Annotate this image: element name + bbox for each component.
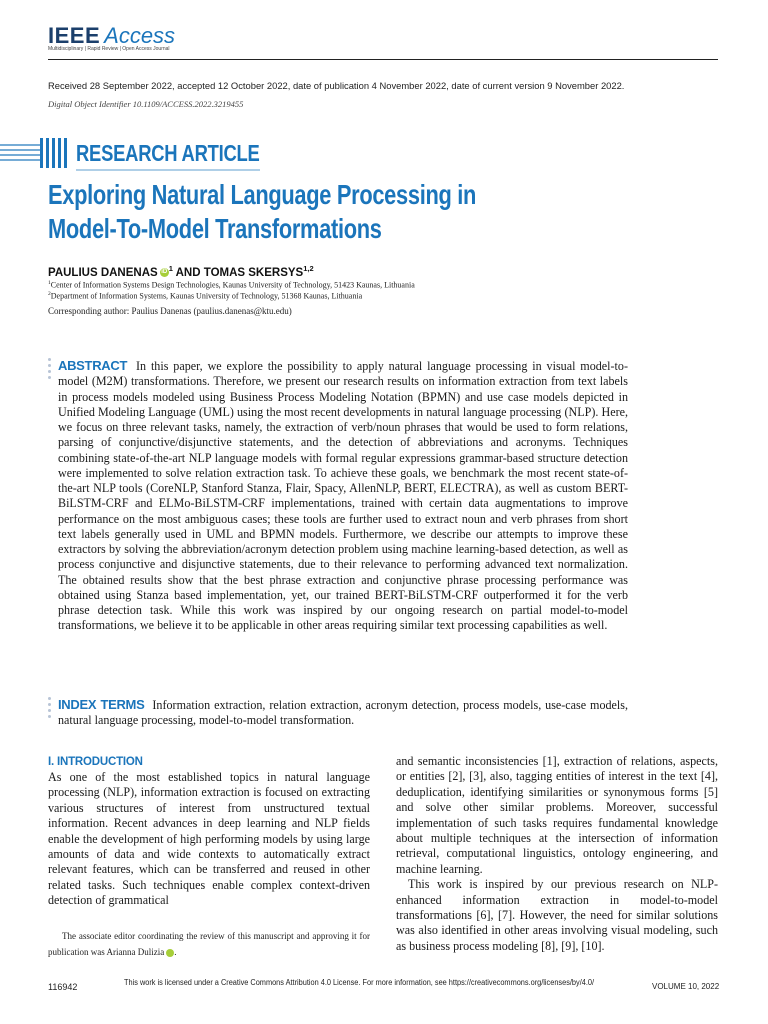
index-terms-label: INDEX TERMS <box>58 697 145 712</box>
affiliation-1-text: Center of Information Systems Design Technologies, Kaunas University of Technology, 51423 Kaunas, Lithuania <box>50 280 415 290</box>
affiliation-2-marker: 2 <box>48 291 51 297</box>
affiliation-2 <box>48 291 362 301</box>
intro-paragraph-1-cont: and semantic inconsistencies [1], extraction of relations, aspects, or entities [2], [3], also, tagging entities of interest in the text [4], deduplication, identifying similarities or synonymous forms [5] and solve other similar problems. Moreover, successful implementation of such tasks requires fundamental knowledge about multiple techniques at the intersection of information retrieval, computational linguistics, ontology engineering, and machine learning. <box>396 754 718 876</box>
intro-paragraph-1: As one of the most established topics in natural language processing (NLP), information extraction is focused on extracting various structures of interest from unstructured textual information. Recent advances in deep learning and NLP fields enable the development of high performing models by using large amounts of data and wide contexts to automatically extract relevant features, which can be transferred and reused in other related tasks. Such techniques enable complex context-driven detection of grammatical <box>48 770 370 908</box>
journal-tagline: Multidisciplinary | Rapid Review | Open Access Journal <box>48 46 170 52</box>
paper-title <box>48 178 719 246</box>
page-number: 116942 <box>48 982 78 992</box>
author-list <box>48 264 314 279</box>
abstract-label: ABSTRACT <box>58 358 128 373</box>
orcid-icon[interactable]: iD <box>161 268 168 275</box>
orcid-icon[interactable]: iD <box>166 949 174 957</box>
right-column <box>396 754 718 954</box>
license-notice[interactable]: This work is licensed under a Creative Commons Attribution 4.0 License. For more information, see https://creativecommons.org/licenses/by/4.0/ <box>124 978 595 987</box>
journal-logo <box>48 24 175 48</box>
logo-ieee: IEEE <box>48 23 101 48</box>
corresponding-author: Corresponding author: Paulius Danenas (paulius.danenas@ktu.edu) <box>48 306 292 316</box>
author-connector: AND <box>172 266 204 279</box>
affiliation-1-marker: 1 <box>48 280 51 286</box>
author-2-affiliation: 1,2 <box>303 264 314 273</box>
intro-paragraph-2: This work is inspired by our previous research on NLP-enhanced information extraction in model-to-model transformations [6], [7]. However, the need for similar solutions was also identified in other areas involving visual modeling, such as business process modeling [8], [9], [10]. <box>396 877 718 953</box>
title-line-2: Model-To-Model Transformations <box>48 213 382 244</box>
editor-footnote: The associate editor coordinating the review of this manuscript and approving it for publication was Arianna Dulizia iD. <box>48 931 370 957</box>
affiliation-1 <box>48 280 415 290</box>
received-dates: Received 28 September 2022, accepted 12 October 2022, date of publication 4 November 2022, date of current version 9 November 2022. <box>48 80 625 91</box>
title-line-1: Exploring Natural Language Processing in <box>48 179 477 210</box>
banner-underline <box>76 169 260 171</box>
doi-line: Digital Object Identifier 10.1109/ACCESS.2022.3219455 <box>48 99 244 109</box>
index-terms-text: Information extraction, relation extraction, acronym detection, process models, use-case models, natural language processing, model-to-model transformation. <box>58 698 628 728</box>
header-divider <box>48 59 718 60</box>
footnote-text: The associate editor coordinating the review of this manuscript and approving it for publication was Arianna Dulizia <box>48 931 370 957</box>
affiliation-2-text: Department of Information Systems, Kaunas University of Technology, 51368 Kaunas, Lithuania <box>50 291 363 301</box>
research-article-label: RESEARCH ARTICLE <box>76 140 260 166</box>
logo-access: Access <box>104 23 176 48</box>
index-terms <box>58 697 628 729</box>
index-terms-dots-icon <box>48 697 52 721</box>
author-1-affiliation: 1 <box>168 264 173 273</box>
volume-label: VOLUME 10, 2022 <box>652 982 720 991</box>
abstract-text: In this paper, we explore the possibility to apply natural language processing in visual model-to-model (M2M) transformations. Therefore, we present our research results on information extraction from text labels in process models modeled using Business Process Modeling Notation (BPMN) and use case models depicted in Unified Modeling Language (UML) using the most recent developments in natural language processing (NLP). Here, we focus on three relevant tasks, namely, the extraction of verb/noun phrases that would be used to form relations, parsing of conjunctive/disjunctive statements, and the detection of abbreviations and acronyms. Techniques combining state-of-the-art NLP language models with formal regular expressions grammar-based structure detection were implemented to solve relation extraction task. To achieve these goals, we benchmark the most recent state-of-the-art NLP tools (CoreNLP, Stanford Stanza, Flair, Spacy, AllenNLP, BERT, ELECTRA), as well as custom BERT-BiLSTM-CRF and ELMo-BiLSTM-CRF implementations, trained with certain data augmentations to improve performance on the most ambiguous cases; these tools are further used to extract noun and verb phrases from short text labels generally used in UML and BPMN models. Furthermore, we describe our attempts to improve these extractors by solving the abbreviation/acronym detection problem using machine learning-based detection, as well as process conjunctive and disjunctive statements, due to their relevance to performing advanced text normalization. The obtained results show that the best phrase extraction and conjunctive phrase processing performance was obtained using Stanza based implementation, yet, our trained BERT-BiLSTM-CRF outperformed it for the verb phrase detection task. While this work was inspired by our ongoing research on partial model-to-model transformations, we believe it to be applicable in other areas requiring similar text processing capabilities as well. <box>58 359 628 633</box>
abstract-dots-icon <box>48 358 52 382</box>
author-1: PAULIUS DANENAS <box>48 266 158 279</box>
left-column <box>48 770 370 909</box>
section-heading-introduction: I. INTRODUCTION <box>48 756 143 768</box>
author-2: TOMAS SKERSYS <box>203 266 304 279</box>
research-article-stripes-icon <box>0 136 70 170</box>
abstract <box>58 358 628 634</box>
